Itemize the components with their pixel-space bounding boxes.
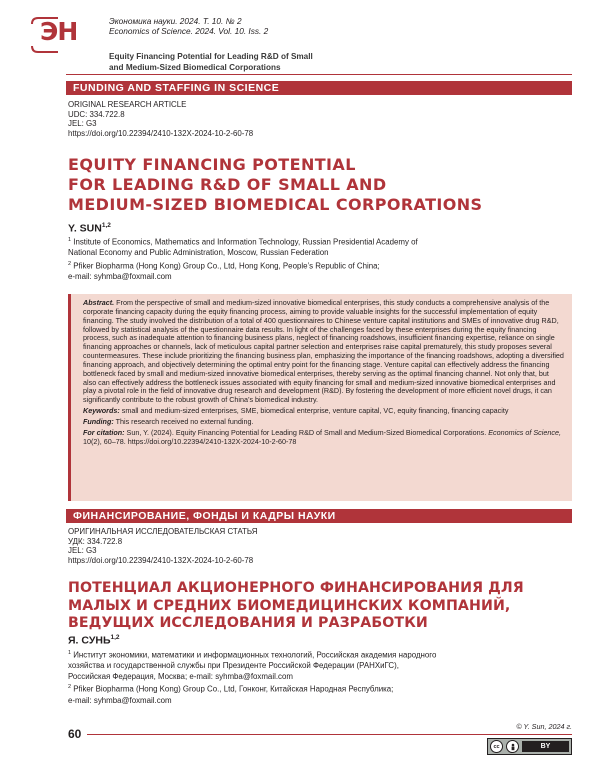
abstract-box	[68, 294, 572, 501]
aff-en-1-line-2: National Economy and Public Administration, Moscow, Russian Federation	[68, 248, 329, 258]
abstract	[83, 299, 564, 405]
doi-link-ru[interactable]: https://doi.org/10.22394/2410-132X-2024-10-2-60-78	[68, 555, 254, 565]
copyright-notice: © Y. Sun, 2024 г.	[516, 722, 572, 731]
article-type-ru: ОРИГИНАЛЬНАЯ ИССЛЕДОВАТЕЛЬСКАЯ СТАТЬЯ	[68, 527, 258, 536]
keywords-text: small and medium-sized enterprises, SME, biomedical enterprise, venture capital, VC, equity financing, financing capacity	[121, 406, 509, 416]
title-en-line-3: MEDIUM-SIZED BIOMEDICAL CORPORATIONS	[68, 194, 483, 214]
funding	[83, 418, 564, 427]
abstract-text: From the perspective of small and medium-sized innovative biomedical enterprises, this study conducts a comprehensive analysis of the corporate financing capacity during the equity financing process, aiming to provide valuable insights for the successful implementation of equity financing. The study involved the distribution of a total of 400 questionnaires to Chinese venture capital institutions and SMEs of innovative drug R&D, followed by statistical analysis of the questionnaire data results. In light of the challenges faced by these enterprises during the equity financing process, such as inadequate attention to financing business plans, neglect of financing roadshows, insufficient financing expertise, reliance on single financing approaches or channels, lack of meticulous capital partner selection and enterprises raise capital prematurely, this study proposes several countermeasures. These include prioritizing the financing business plan, emphasizing the importance of the financing roadshows, adopting a diversified financing approach, and objectively determining the optimal entry point for the financing stage. Venture capital can effectively address the financing bottleneck faced by small and medium-sized innovative biomedical enterprises, thereby serving as the optimal financing channel. Not only that, but also can effectively address the bottleneck issues associated with equity financing for small and medium-sized innovative biomedical enterprises and play a pivotal role in the field of innovative drug research and development (R&D). By fostering the development of more efficient novel drugs, it can significantly contribute to the robust growth of China’s biomedical industry.	[83, 298, 564, 405]
udc-en: UDC: 334.722.8	[68, 109, 125, 119]
author-en-sup: 1,2	[101, 222, 111, 229]
aff-en-1-sup: 1	[68, 237, 72, 243]
author-ru-name: Я. СУНЬ	[68, 634, 111, 647]
page-number: 60	[68, 727, 82, 741]
aff-ru-email[interactable]: e-mail: syhmba@foxmail.com	[68, 695, 172, 705]
jel-en: JEL: G3	[68, 119, 97, 129]
running-title-line-2: and Medium-Sized Biomedical Corporations	[109, 62, 281, 72]
title-ru-line-3: ВЕДУЩИХ ИССЛЕДОВАНИЯ И РАЗРАБОТКИ	[68, 615, 428, 632]
doi-link-en[interactable]: https://doi.org/10.22394/2410-132X-2024-10-2-60-78	[68, 128, 254, 138]
aff-ru-2-line-1: Pfiker Biopharma (Hong Kong) Group Co., Ltd, Гонконг, Китайская Народная Республика;	[73, 685, 394, 695]
article-type-en: ORIGINAL RESEARCH ARTICLE	[68, 100, 187, 109]
abstract-label: Abstract.	[83, 298, 115, 307]
article-meta-ru	[68, 527, 257, 565]
citation-pre: Sun, Y. (2024). Equity Financing Potential for Leading R&D of Small and Medium-Sized Biomedical Corporations.	[126, 427, 487, 437]
header-divider	[66, 74, 572, 75]
keywords	[83, 407, 564, 416]
affiliations-en	[68, 235, 568, 283]
citation	[83, 429, 564, 447]
citation-journal: Economics of Science,	[488, 427, 561, 437]
attribution-person-icon	[506, 740, 519, 753]
affiliations-ru	[68, 648, 568, 706]
funding-label: Funding:	[83, 416, 114, 426]
running-title	[109, 52, 313, 73]
aff-ru-2-sup: 2	[68, 684, 72, 691]
aff-ru-1-sup: 1	[68, 650, 72, 656]
author-en	[68, 222, 111, 235]
cc-by-license-icon[interactable]	[487, 738, 572, 755]
article-meta-en	[68, 100, 253, 138]
running-title-line-1: Equity Financing Potential for Leading R&D of Small	[109, 52, 313, 61]
journal-issue-ru: Экономика науки. 2024. Т. 10. № 2	[109, 16, 242, 26]
jel-ru: JEL: G3	[68, 546, 97, 556]
citation-post[interactable]: 10(2), 60–78. https://doi.org/10.22394/2410-132X-2024-10-2-60-78	[83, 436, 297, 446]
section-heading-en: FUNDING AND STAFFING IN SCIENCE	[66, 81, 572, 95]
citation-label: For citation:	[83, 427, 125, 437]
aff-en-1-line-1: Institute of Economics, Mathematics and Information Technology, Russian Presidential Academy of	[73, 237, 418, 247]
title-ru-line-2: МАЛЫХ И СРЕДНИХ БИОМЕДИЦИНСКИХ КОМПАНИЙ,	[68, 597, 511, 614]
udc-ru: УДК: 334.722.8	[68, 536, 123, 546]
aff-ru-1-line-2: хозяйства и государственной службы при Президенте Российской Федерации (РАНХиГС),	[68, 661, 399, 671]
aff-ru-1-line-3: Российская Федерация, Москва; e-mail: syhmba@foxmail.com	[68, 671, 293, 681]
section-heading-ru: ФИНАНСИРОВАНИЕ, ФОНДЫ И КАДРЫ НАУКИ	[66, 509, 572, 523]
keywords-label: Keywords:	[83, 406, 120, 416]
aff-en-2-line-1: Pfiker Biopharma (Hong Kong) Group Co., Ltd, Hong Kong, People’s Republic of China;	[73, 261, 380, 271]
title-en-line-1: EQUITY FINANCING POTENTIAL	[68, 155, 356, 174]
article-title-en	[68, 155, 482, 214]
journal-logo-text: ЭН	[40, 17, 78, 46]
author-ru-sup: 1,2	[110, 634, 120, 641]
article-title-ru	[68, 580, 524, 633]
aff-ru-1-line-1: Институт экономики, математики и информационных технологий, Российская академия народного	[73, 650, 437, 660]
cc-icon: cc	[490, 740, 503, 753]
author-ru	[68, 634, 120, 647]
author-en-name: Y. SUN	[68, 222, 102, 235]
funding-text: This research received no external funding.	[115, 416, 254, 426]
footer-divider	[87, 734, 572, 735]
cc-by-label: BY	[522, 741, 569, 752]
aff-en-email[interactable]: e-mail: syhmba@foxmail.com	[68, 272, 172, 282]
title-en-line-2: FOR LEADING R&D OF SMALL AND	[68, 174, 387, 194]
title-ru-line-1: ПОТЕНЦИАЛ АКЦИОНЕРНОГО ФИНАНСИРОВАНИЯ ДЛЯ	[68, 580, 524, 596]
journal-issue-en: Economics of Science. 2024. Vol. 10. Iss. 2	[109, 26, 269, 36]
aff-en-2-sup: 2	[68, 260, 72, 267]
journal-header	[109, 16, 569, 36]
